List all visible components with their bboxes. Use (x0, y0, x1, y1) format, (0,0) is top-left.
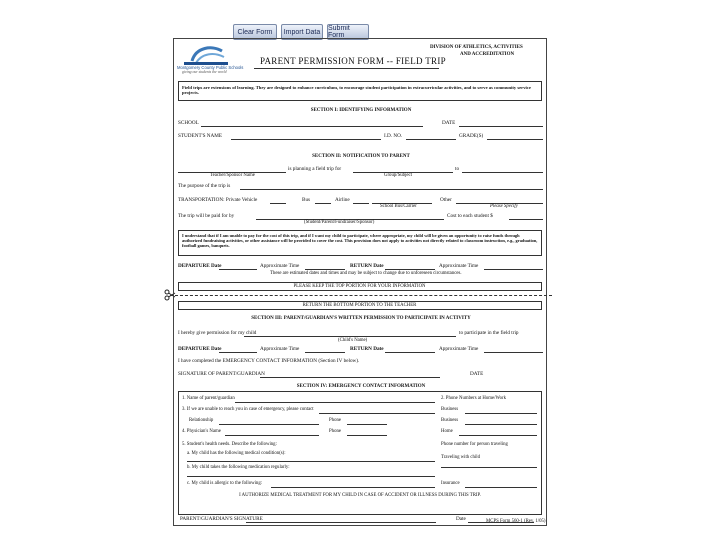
grades-field[interactable] (487, 139, 543, 140)
s3-date-label: DATE (470, 371, 484, 377)
funding-caption: (Student/Parent/Fundraiser/Sponsor) (304, 220, 375, 225)
section-1-title: SECTION I: IDENTIFYING INFORMATION (310, 108, 412, 113)
emergency-contact-field[interactable] (319, 413, 435, 414)
destination-field[interactable] (462, 172, 543, 173)
departure-time-label: Approximate Time (260, 263, 300, 269)
form-number: MCPS Form 560-1 (Rev. 1/05) (486, 519, 546, 524)
traveling-phone-label: Phone number for person traveling (441, 442, 508, 447)
logo-text: Montgomery County Public Schools (177, 65, 244, 70)
allergy-field[interactable] (271, 487, 435, 488)
parent-signature-field[interactable] (246, 522, 436, 523)
clear-form-button[interactable]: Clear Form (233, 24, 277, 40)
return-date-label: RETURN Date (350, 263, 384, 269)
group-caption: Group/Subject (384, 173, 412, 178)
business-label-1: Business (441, 407, 459, 412)
to-label: to (455, 166, 460, 172)
school-bus-caption: School Bus/Carrier (380, 204, 417, 209)
s3-departure-date-label: DEPARTURE Date (178, 346, 222, 352)
planning-label: is planning a field trip for (288, 166, 342, 172)
return-time-label: Approximate Time (439, 263, 479, 269)
medication-field[interactable] (187, 476, 435, 477)
participate-label: to participate in the field trip (459, 330, 519, 336)
sponsor-caption: Teacher/Sponsor Name (210, 173, 255, 178)
id-no-label: I.D. NO. (384, 133, 403, 139)
physician-phone-field[interactable] (347, 435, 387, 436)
health-needs-label: 5. Student's health needs. Describe the following: (182, 442, 277, 447)
home-label: Home (441, 429, 453, 434)
please-specify-caption: Please Specify (490, 204, 518, 209)
keep-strip-text: PLEASE KEEP THE TOP PORTION FOR YOUR INFORMATION (293, 283, 426, 289)
return-time-field[interactable] (484, 269, 543, 270)
cost-notice-text: I understand that if I am unable to pay for the cost of this trip, and if I want my child to participate, where appropriate, my child will be given an opportunity to raise funds through authorized fundraising activities, or other assistance will be provided to cover the cost. This provision does not apply to activities not directly related to classroom instruction, e.g., graduation, football games, banquets. (182, 233, 538, 248)
authorize-statement: I AUTHORIZE MEDICAL TREATMENT FOR MY CHILD IN CASE OF ACCIDENT OR ILLNESS DURING THIS TRIP. (239, 493, 481, 498)
phone-numbers-label: 2. Phone Numbers at Home/Work (441, 396, 507, 401)
s3-departure-time-field[interactable] (305, 352, 345, 353)
return-date-field[interactable] (385, 269, 435, 270)
bus-field[interactable] (315, 203, 331, 204)
departure-date-label: DEPARTURE Date (178, 263, 222, 269)
allergy-label: c. My child is allergic to the following: (187, 481, 263, 486)
section-3-title: SECTION III: PARENT/GUARDIAN'S WRITTEN PERMISSION TO PARTICIPATE IN ACTIVITY (251, 316, 471, 321)
business-label-2: Business (441, 418, 459, 423)
medical-condition-field[interactable] (187, 461, 435, 462)
relationship-label: Relationship (189, 418, 214, 423)
business-field-2[interactable] (465, 424, 537, 425)
parent-signature-label: PARENT/GUARDIAN'S SIGNATURE (180, 516, 263, 522)
import-data-button[interactable]: Import Data (281, 24, 323, 40)
physician-field[interactable] (225, 435, 319, 436)
other-label: Other (440, 197, 452, 203)
departure-time-field[interactable] (305, 269, 345, 270)
private-vehicle-field[interactable] (270, 203, 286, 204)
home-field[interactable] (459, 435, 537, 436)
s3-return-time-field[interactable] (484, 352, 543, 353)
section-4-title: SECTION IV: EMERGENCY CONTACT INFORMATION (296, 384, 426, 389)
child-name-field[interactable] (244, 336, 456, 337)
grades-label: GRADE(S) (459, 133, 484, 139)
contact-phone-field[interactable] (347, 424, 387, 425)
cut-line (170, 295, 552, 296)
traveling-with-field[interactable] (441, 467, 537, 468)
s4-date-label: Date (456, 516, 466, 522)
departure-date-field[interactable] (219, 269, 257, 270)
date-label: DATE (442, 120, 456, 126)
intro-box (178, 81, 542, 101)
parent-name-label: 1. Name of parent/guardian (182, 396, 235, 401)
bus-label: Bus (302, 197, 311, 203)
date-field[interactable] (459, 126, 543, 127)
emergency-box (178, 391, 542, 515)
s3-return-date-field[interactable] (385, 352, 435, 353)
division-line-2: AND ACCREDITATION (460, 52, 515, 57)
paid-by-label: The trip will be paid for by (178, 213, 235, 219)
return-strip (178, 301, 542, 310)
child-name-caption: (Child's Name) (338, 338, 368, 343)
return-strip-text: RETURN THE BOTTOM PORTION TO THE TEACHER (302, 302, 417, 308)
purpose-field[interactable] (240, 189, 543, 190)
change-note: These are estimated dates and times and may be subject to change due to unforeseen circumstances. (270, 271, 462, 276)
completed-statement: I have completed the EMERGENCY CONTACT INFORMATION (Section IV below). (178, 358, 360, 364)
medication-label: b. My child takes the following medication regularly: (187, 465, 290, 470)
school-field[interactable] (201, 126, 423, 127)
s3-return-time-label: Approximate Time (439, 346, 479, 352)
cost-label: Cost to each student $ (447, 213, 493, 219)
traveling-with-label: Traveling with child (441, 455, 480, 460)
medical-condition-label: a. My child has the following medical condition(s): (187, 451, 286, 456)
permission-form (173, 38, 547, 526)
cost-field[interactable] (509, 219, 543, 220)
parent-name-field[interactable] (235, 402, 435, 403)
keep-strip (178, 282, 542, 291)
insurance-field[interactable] (465, 487, 537, 488)
signature-field[interactable] (260, 377, 440, 378)
division-line-1: DIVISION OF ATHLETICS, ACTIVITIES (430, 45, 523, 50)
s3-return-date-label: RETURN Date (350, 346, 384, 352)
physician-phone-label: Phone (329, 429, 341, 434)
form-title: PARENT PERMISSION FORM -- FIELD TRIP (260, 56, 446, 66)
purpose-label: The purpose of the trip is (178, 183, 231, 189)
insurance-label: Insurance (441, 481, 460, 486)
logo-subtext: giving our students the world (182, 70, 227, 74)
id-no-field[interactable] (406, 139, 456, 140)
contact-phone-label: Phone (329, 418, 341, 423)
emergency-contact-label: 3. If we are unable to reach you in case of emergency, please contact (182, 407, 314, 412)
physician-label: 4. Physician's Name (182, 429, 221, 434)
student-name-label: STUDENT'S NAME (178, 133, 223, 139)
hereby-label: I hereby give permission for my child (178, 330, 257, 336)
intro-text: Field trips are extensions of learning. They are designed to enhance curriculum, to encourage student participation in extracurricular activities, and to serve as community service projects. (182, 85, 531, 96)
school-label: SCHOOL (178, 120, 199, 126)
signature-label: SIGNATURE OF PARENT/GUARDIAN (178, 371, 265, 377)
student-name-field[interactable] (231, 139, 381, 140)
airline-field[interactable] (353, 203, 369, 204)
business-field-1[interactable] (465, 413, 537, 414)
submit-form-button[interactable]: Submit Form (327, 24, 369, 40)
s3-departure-time-label: Approximate Time (260, 346, 300, 352)
section-2-title: SECTION II: NOTIFICATION TO PARENT (312, 154, 410, 159)
relationship-field[interactable] (219, 424, 319, 425)
cost-notice-box (178, 230, 542, 256)
transportation-label: TRANSPORTATION: Private Vehicle (178, 197, 258, 203)
s3-departure-date-field[interactable] (219, 352, 257, 353)
airline-label: Airline (335, 197, 350, 203)
